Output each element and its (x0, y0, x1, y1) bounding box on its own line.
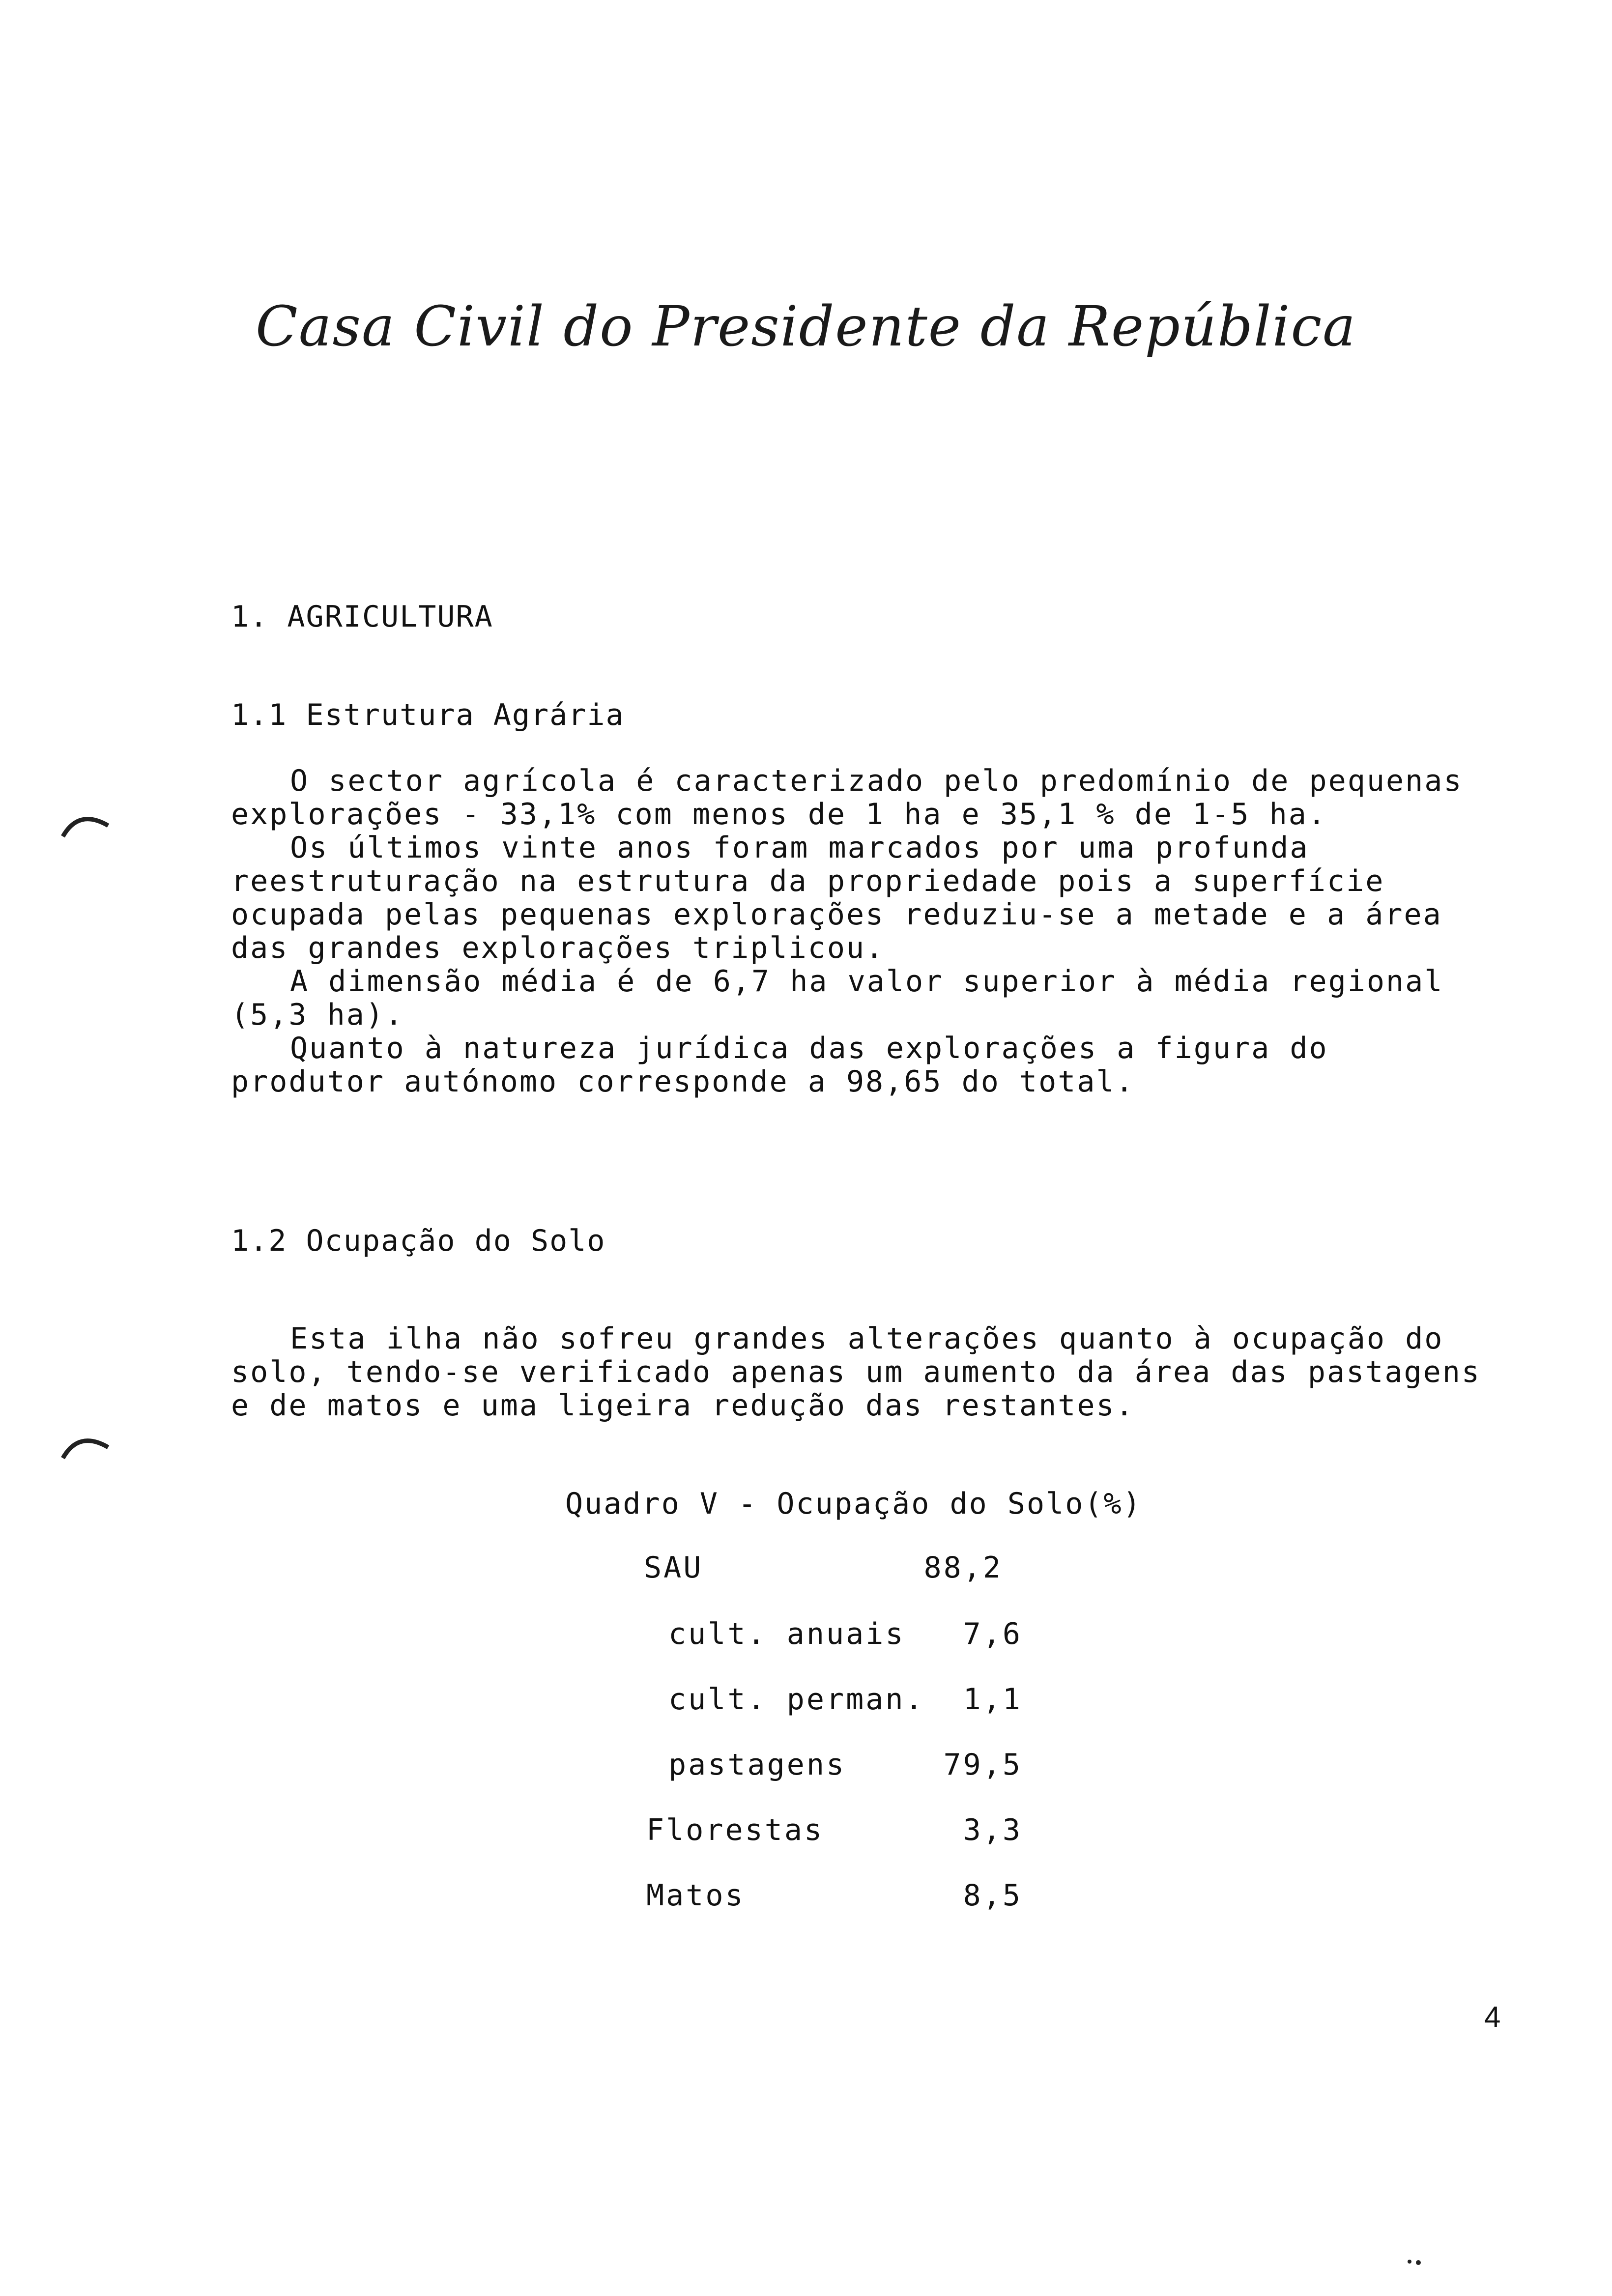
row-value: 88,2 (923, 1550, 1003, 1585)
paragraph-estrutura-agraria (231, 764, 1519, 1098)
text-line: A dimensão média é de 6,7 ha valor superior à média regional (290, 964, 1444, 999)
row-value: 8,5 (963, 1878, 1022, 1913)
text-line: produtor autónomo corresponde a 98,65 do total. (231, 1064, 1135, 1099)
row-label: cult. perman. (668, 1682, 925, 1717)
table-row (646, 1813, 1022, 1847)
text-line: Esta ilha não sofreu grandes alterações quanto à ocupação do (290, 1321, 1444, 1356)
text-line: solo, tendo-se verificado apenas um aumento da área das pastagens (231, 1355, 1481, 1389)
row-label: Florestas (646, 1813, 824, 1847)
text-line: e de matos e uma ligeira redução das restantes. (231, 1388, 1135, 1423)
subsection-heading: 1.1 Estrutura Agrária (231, 698, 625, 732)
text-line: reestruturação na estrutura da propriedade pois a superfície (231, 864, 1385, 898)
text-line: ocupada pelas pequenas explorações reduziu-se a metade e a área (231, 897, 1442, 932)
table-row (668, 1682, 1022, 1717)
table-row (646, 1878, 1022, 1913)
text-line: das grandes explorações triplicou. (231, 931, 885, 965)
page-number: 4 (1484, 2001, 1501, 2034)
subsection-heading: 1.2 Ocupação do Solo (231, 1224, 606, 1258)
row-value: 7,6 (963, 1617, 1022, 1651)
paragraph-ocupacao-solo (231, 1322, 1519, 1422)
punch-hole-mark (59, 1428, 113, 1462)
row-label: cult. anuais (668, 1617, 905, 1651)
table-row (644, 1550, 1003, 1585)
row-label: SAU (644, 1550, 703, 1585)
row-value: 1,1 (963, 1682, 1022, 1717)
row-value: 79,5 (943, 1748, 1022, 1782)
section-heading: 1. AGRICULTURA (231, 600, 493, 634)
row-label: Matos (646, 1878, 745, 1913)
punch-hole-mark (59, 806, 113, 840)
scan-speck (1406, 2256, 1425, 2266)
text-line: explorações - 33,1% com menos de 1 ha e 35,1 % de 1-5 ha. (231, 797, 1327, 832)
letterhead: Casa Civil do Presidente da República (256, 295, 1356, 359)
row-value: 3,3 (963, 1813, 1022, 1847)
table-row (668, 1748, 1022, 1782)
text-line: (5,3 ha). (231, 998, 404, 1032)
table-row (668, 1617, 1022, 1651)
row-label: pastagens (668, 1748, 846, 1782)
text-line: Os últimos vinte anos foram marcados por uma profunda (290, 831, 1309, 865)
text-line: O sector agrícola é caracterizado pelo predomínio de pequenas (290, 764, 1463, 798)
text-line: Quanto à natureza jurídica das explorações a figura do (290, 1031, 1328, 1065)
table-caption: Quadro V - Ocupação do Solo(%) (565, 1487, 1142, 1521)
